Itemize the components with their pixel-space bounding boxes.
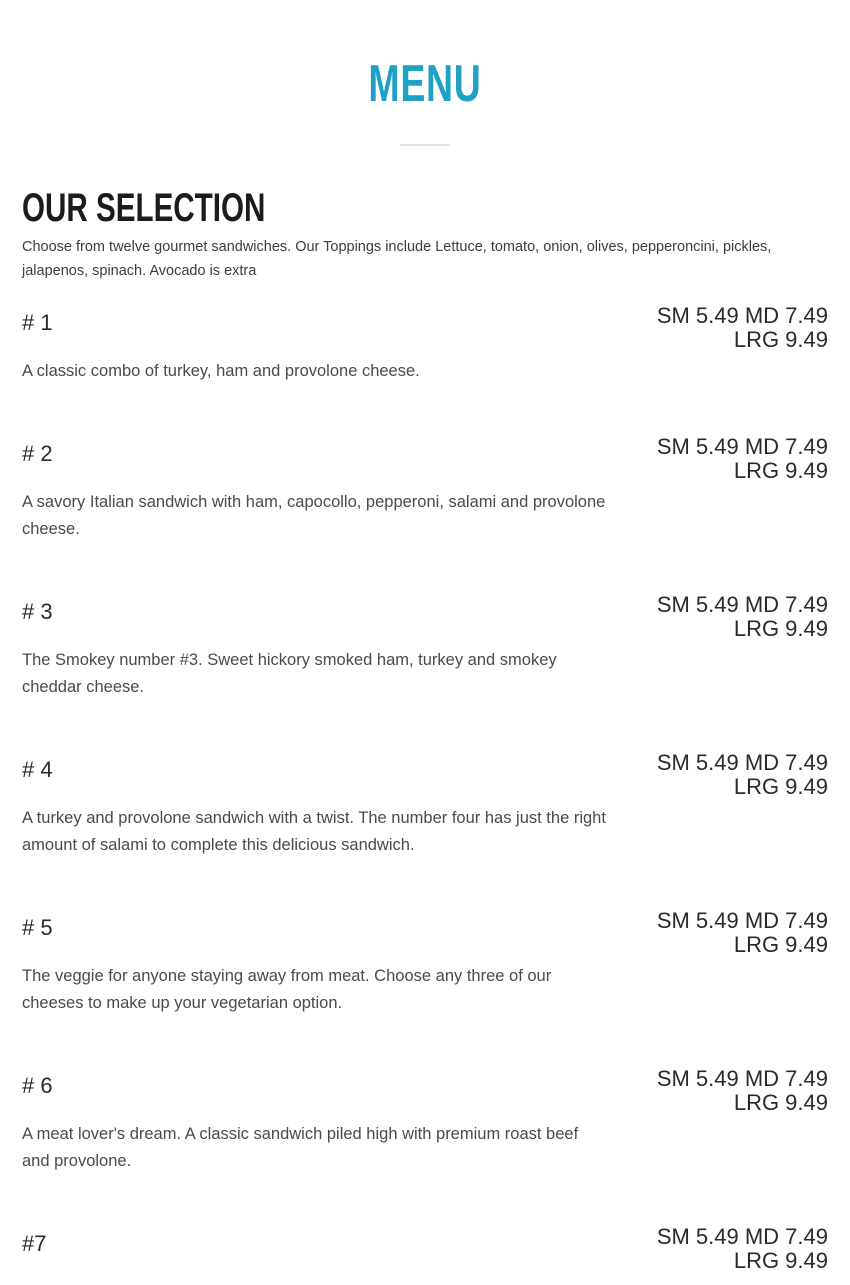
menu-item-price: SM 5.49 MD 7.49 LRG 9.49 <box>656 1066 828 1115</box>
menu-item-price: SM 5.49 MD 7.49 LRG 9.49 <box>656 1224 828 1273</box>
menu-item-name: # 3 <box>22 599 53 624</box>
menu-item-description: The Smokey number #3. Sweet hickory smoked ham, turkey and smokey cheddar cheese. <box>22 651 557 696</box>
menu-item-name: # 1 <box>22 310 53 335</box>
menu-item-price: SM 5.49 MD 7.49 LRG 9.49 <box>656 303 828 352</box>
menu-item-description: A meat lover's dream. A classic sandwich piled high with premium roast beef and provolone. <box>22 1125 579 1170</box>
menu-item-name: # 5 <box>22 915 53 940</box>
menu-item-name: # 2 <box>22 441 53 466</box>
menu-item-price: SM 5.49 MD 7.49 LRG 9.49 <box>656 750 828 799</box>
menu-item-description: A turkey and provolone sandwich with a twist. The number four has just the right amount of salami to complete this delicious sandwich. <box>22 809 606 854</box>
section-intro: Choose from twelve gourmet sandwiches. Our Toppings include Lettuce, tomato, onion, olives, pepperoncini, pickles, jalapenos, spinach. Avocado is extra <box>22 239 772 279</box>
menu-item-name: # 4 <box>22 757 53 782</box>
menu-item-description: The veggie for anyone staying away from meat. Choose any three of our cheeses to make up your vegetarian option. <box>22 967 552 1012</box>
menu-item-name: #7 <box>22 1231 47 1256</box>
menu-item-price: SM 5.49 MD 7.49 LRG 9.49 <box>656 434 828 483</box>
menu-item-price: SM 5.49 MD 7.49 LRG 9.49 <box>656 592 828 641</box>
menu-item-name: # 6 <box>22 1073 53 1098</box>
page-title: MENU <box>368 55 482 113</box>
menu-item-price: SM 5.49 MD 7.49 LRG 9.49 <box>656 908 828 957</box>
menu-item-description: A savory Italian sandwich with ham, capocollo, pepperoni, salami and provolone cheese. <box>22 493 606 538</box>
menu-item-description: A classic combo of turkey, ham and provolone cheese. <box>22 362 420 380</box>
title-divider <box>400 144 450 146</box>
section-heading: OUR SELECTION <box>22 186 266 230</box>
